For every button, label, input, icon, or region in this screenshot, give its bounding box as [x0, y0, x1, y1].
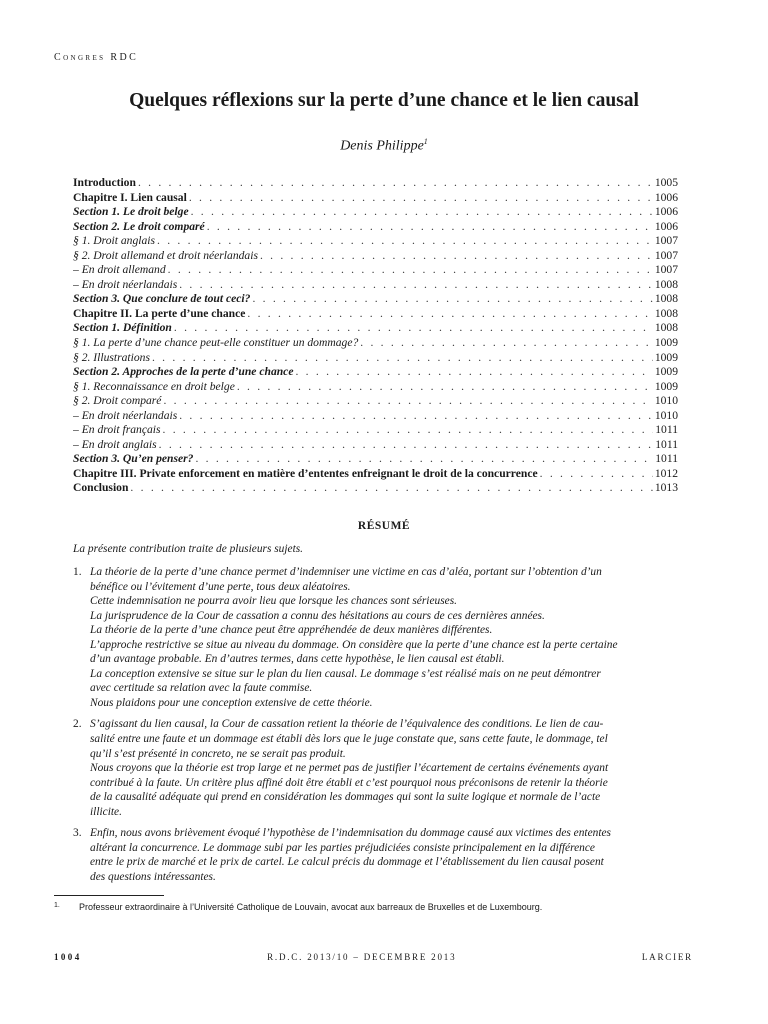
- toc-entry-label: § 1. La perte d’une chance peut-elle constituer un dommage?: [73, 336, 359, 350]
- toc-entry-page: 1012: [654, 466, 678, 480]
- toc-entry-label: – En droit néerlandais: [73, 277, 178, 291]
- toc-leader-dots: [138, 176, 653, 191]
- author: [0, 137, 768, 155]
- toc-entry-label: Chapitre II. La perte d’une chance: [73, 306, 246, 320]
- toc-entry[interactable]: [73, 481, 678, 496]
- toc-entry-page: 1007: [654, 234, 678, 248]
- resume-line: Enfin, nous avons brièvement évoqué l’hypothèse de l’indemnisation du dommage causé aux victimes des ententes: [90, 827, 611, 840]
- toc-entry[interactable]: [73, 176, 678, 191]
- resume-heading: RÉSUMÉ: [357, 520, 411, 532]
- resume-point-body: [90, 565, 678, 710]
- toc-entry[interactable]: [73, 234, 678, 249]
- resume-line: bénéfice ou l’évitement d’une perte, tous deux aléatoires.: [90, 580, 351, 593]
- toc-entry-page: 1006: [654, 190, 678, 204]
- toc-entry-page: 1009: [654, 350, 678, 364]
- toc-entry-page: 1013: [654, 481, 678, 495]
- toc-leader-dots: [237, 380, 653, 395]
- toc-entry[interactable]: [73, 380, 678, 395]
- footnote-ref[interactable]: 1: [423, 137, 428, 146]
- toc-entry[interactable]: [73, 438, 678, 453]
- toc-leader-dots: [207, 220, 653, 235]
- footnote-number: 1.: [54, 902, 60, 909]
- article-title: Quelques réflexions sur la perte d’une chance et le lien causal: [129, 90, 639, 111]
- toc-entry-page: 1010: [654, 394, 678, 408]
- resume-point-number: 3.: [73, 827, 82, 840]
- resume-line: La jurisprudence de la Cour de cassation a connu des hésitations au cours de ces dernières années.: [90, 609, 545, 622]
- toc-entry-page: 1007: [654, 248, 678, 262]
- page-footer: [54, 952, 693, 962]
- toc-entry-label: Chapitre I. Lien causal: [73, 190, 187, 204]
- toc-entry-label: § 2. Droit allemand et droit néerlandais: [73, 248, 258, 262]
- resume-line: L’approche restrictive se situe au niveau du dommage. On considère que la perte d’une chance est la perte certaine: [90, 638, 618, 651]
- toc-leader-dots: [252, 292, 652, 307]
- toc-entry-label: – En droit anglais: [73, 437, 157, 451]
- resume-point: [73, 826, 678, 884]
- toc-entry-page: 1009: [654, 336, 678, 350]
- toc-leader-dots: [195, 452, 653, 467]
- resume-line: de la causalité adéquate qui prend en considération les dommages qui sont la suite logique et normale de l’acte: [90, 791, 601, 804]
- toc-entry-label: – En droit néerlandais: [73, 408, 178, 422]
- toc-entry-label: § 1. Reconnaissance en droit belge: [73, 379, 235, 393]
- author-name: Denis Philippe: [340, 138, 424, 154]
- toc-entry-page: 1008: [654, 292, 678, 306]
- toc-entry-page: 1010: [654, 408, 678, 422]
- resume-line: avec certitude sa relation avec la faute commise.: [90, 682, 313, 695]
- resume-line: d’un avantage probable. En d’autres termes, dans cette hypothèse, le lien causal est établi.: [90, 653, 505, 666]
- footnote-rule: [54, 895, 164, 896]
- footnote: [54, 902, 542, 912]
- toc-leader-dots: [189, 191, 653, 206]
- toc-leader-dots: [247, 307, 652, 322]
- toc-entry-page: 1008: [654, 321, 678, 335]
- toc-entry-label: § 2. Droit comparé: [73, 394, 162, 408]
- toc-entry-page: 1006: [654, 219, 678, 233]
- toc-entry[interactable]: [73, 263, 678, 278]
- toc-entry-page: 1008: [654, 306, 678, 320]
- resume-point: [73, 717, 678, 819]
- publisher-name: LARCIER: [641, 952, 693, 962]
- toc-leader-dots: [174, 321, 653, 336]
- resume-point: [73, 565, 678, 710]
- resume-line: S’agissant du lien causal, la Cour de cassation retient la théorie de l’équivalence des conditions. Le lien de cau-: [90, 718, 604, 731]
- toc-leader-dots: [295, 365, 652, 380]
- toc-leader-dots: [179, 278, 653, 293]
- toc-entry[interactable]: [73, 307, 678, 322]
- journal-reference: R.D.C. 2013/10 – DECEMBRE 2013: [267, 952, 457, 962]
- toc-leader-dots: [179, 409, 653, 424]
- footnote-text: Professeur extraordinaire à l’Université Catholique de Louvain, avocat aux barreaux de Bruxelles et de Luxembourg.: [79, 902, 543, 912]
- toc-entry[interactable]: [73, 409, 678, 424]
- toc-entry-label: – En droit français: [73, 423, 161, 437]
- resume-point-number: 1.: [73, 566, 82, 578]
- toc-entry-label: Introduction: [73, 176, 136, 189]
- toc-leader-dots: [540, 467, 653, 482]
- toc-entry-label: Section 3. Qu’en penser?: [73, 452, 194, 466]
- toc-entry-label: Chapitre III. Private enforcement en matière d’ententes enfreignant le droit de la concurrence: [73, 466, 538, 480]
- toc-leader-dots: [163, 394, 652, 409]
- toc-leader-dots: [159, 438, 654, 453]
- toc-entry-label: Section 2. Approches de la perte d’une chance: [73, 365, 294, 379]
- toc-entry[interactable]: [73, 278, 678, 293]
- running-head: Congres RDC: [54, 52, 139, 63]
- resume-line: entre le prix de marché et le prix de cartel. Le calcul précis du dommage et l’établissement du lien causal posent: [90, 856, 604, 869]
- toc-entry-label: – En droit allemand: [73, 263, 166, 277]
- toc-leader-dots: [130, 481, 652, 496]
- toc-entry[interactable]: [73, 394, 678, 409]
- resume-point-body: [90, 717, 678, 819]
- toc-entry[interactable]: [73, 336, 678, 351]
- resume-point-body: [90, 826, 678, 884]
- toc-leader-dots: [163, 423, 654, 438]
- toc-entry-page: 1011: [655, 452, 678, 466]
- toc-entry[interactable]: [73, 249, 678, 264]
- toc-entry[interactable]: [73, 365, 678, 380]
- toc-leader-dots: [157, 234, 653, 249]
- resume-line: salité entre une faute et un dommage est établi dès lors que le juge constate que, sans cette faute, le dommage, tel: [90, 733, 608, 746]
- resume-line: La théorie de la perte d’une chance peut être appréhendée de deux manières différentes.: [90, 624, 493, 637]
- toc-leader-dots: [191, 205, 653, 220]
- resume-intro: La présente contribution traite de plusieurs sujets.: [73, 543, 304, 555]
- table-of-contents: [73, 176, 678, 496]
- resume-line: Nous croyons que la théorie est trop large et ne permet pas de justifier l’écartement de certains événements ayant: [90, 762, 609, 775]
- toc-entry-label: Section 2. Le droit comparé: [73, 219, 205, 233]
- toc-entry[interactable]: [73, 205, 678, 220]
- toc-entry-label: Section 1. Le droit belge: [73, 205, 189, 219]
- toc-entry-page: 1011: [655, 423, 678, 437]
- toc-entry[interactable]: [73, 467, 678, 482]
- toc-entry-page: 1009: [654, 365, 678, 379]
- toc-entry[interactable]: [73, 452, 678, 467]
- resume-line: des questions intéressantes.: [90, 870, 216, 883]
- toc-entry-label: § 2. Illustrations: [73, 350, 150, 364]
- toc-leader-dots: [168, 263, 653, 278]
- toc-entry-label: Conclusion: [73, 481, 129, 495]
- resume-line: contribué à la faute. Un critère plus affiné doit être établi et c’est pourquoi nous préconisons de retenir la théorie: [90, 776, 608, 789]
- toc-entry[interactable]: [73, 423, 678, 438]
- toc-entry-page: 1006: [654, 205, 678, 219]
- resume-line: altérant la concurrence. Le dommage subi par les parties préjudiciées consiste principalement en la différence: [90, 841, 595, 854]
- toc-leader-dots: [152, 351, 653, 366]
- toc-entry-page: 1009: [654, 379, 678, 393]
- toc-leader-dots: [360, 336, 653, 351]
- toc-entry-label: Section 1. Définition: [73, 321, 172, 335]
- toc-entry[interactable]: [73, 220, 678, 235]
- toc-entry-label: Section 3. Que conclure de tout ceci?: [73, 292, 251, 306]
- toc-leader-dots: [260, 249, 653, 264]
- toc-entry-page: 1011: [655, 437, 678, 451]
- toc-entry-page: 1008: [654, 277, 678, 291]
- resume-line: Cette indemnisation ne pourra avoir lieu que lorsque les chances sont sérieuses.: [90, 595, 457, 608]
- resume-point-number: 2.: [73, 718, 82, 731]
- toc-entry-page: 1007: [654, 263, 678, 277]
- toc-entry[interactable]: [73, 191, 678, 206]
- toc-entry[interactable]: [73, 351, 678, 366]
- toc-entry[interactable]: [73, 321, 678, 336]
- resume-line: qu’il s’est présenté in concreto, ne se serait pas produit.: [90, 747, 346, 760]
- resume-line: La conception extensive se situe sur le plan du lien causal. Le dommage s’est réalisé mais on ne peut démontrer: [90, 667, 601, 680]
- resume-line: La théorie de la perte d’une chance permet d’indemniser une victime en cas d’aléa, portant sur l’obtention d’un: [90, 566, 602, 578]
- toc-entry-label: § 1. Droit anglais: [73, 234, 156, 248]
- toc-entry[interactable]: [73, 292, 678, 307]
- resume-points: [73, 565, 678, 884]
- resume-line: illicite.: [90, 805, 122, 818]
- resume-line: Nous plaidons pour une conception extensive de cette théorie.: [90, 696, 373, 709]
- page-number: 1004: [54, 952, 82, 962]
- toc-entry-page: 1005: [654, 176, 678, 189]
